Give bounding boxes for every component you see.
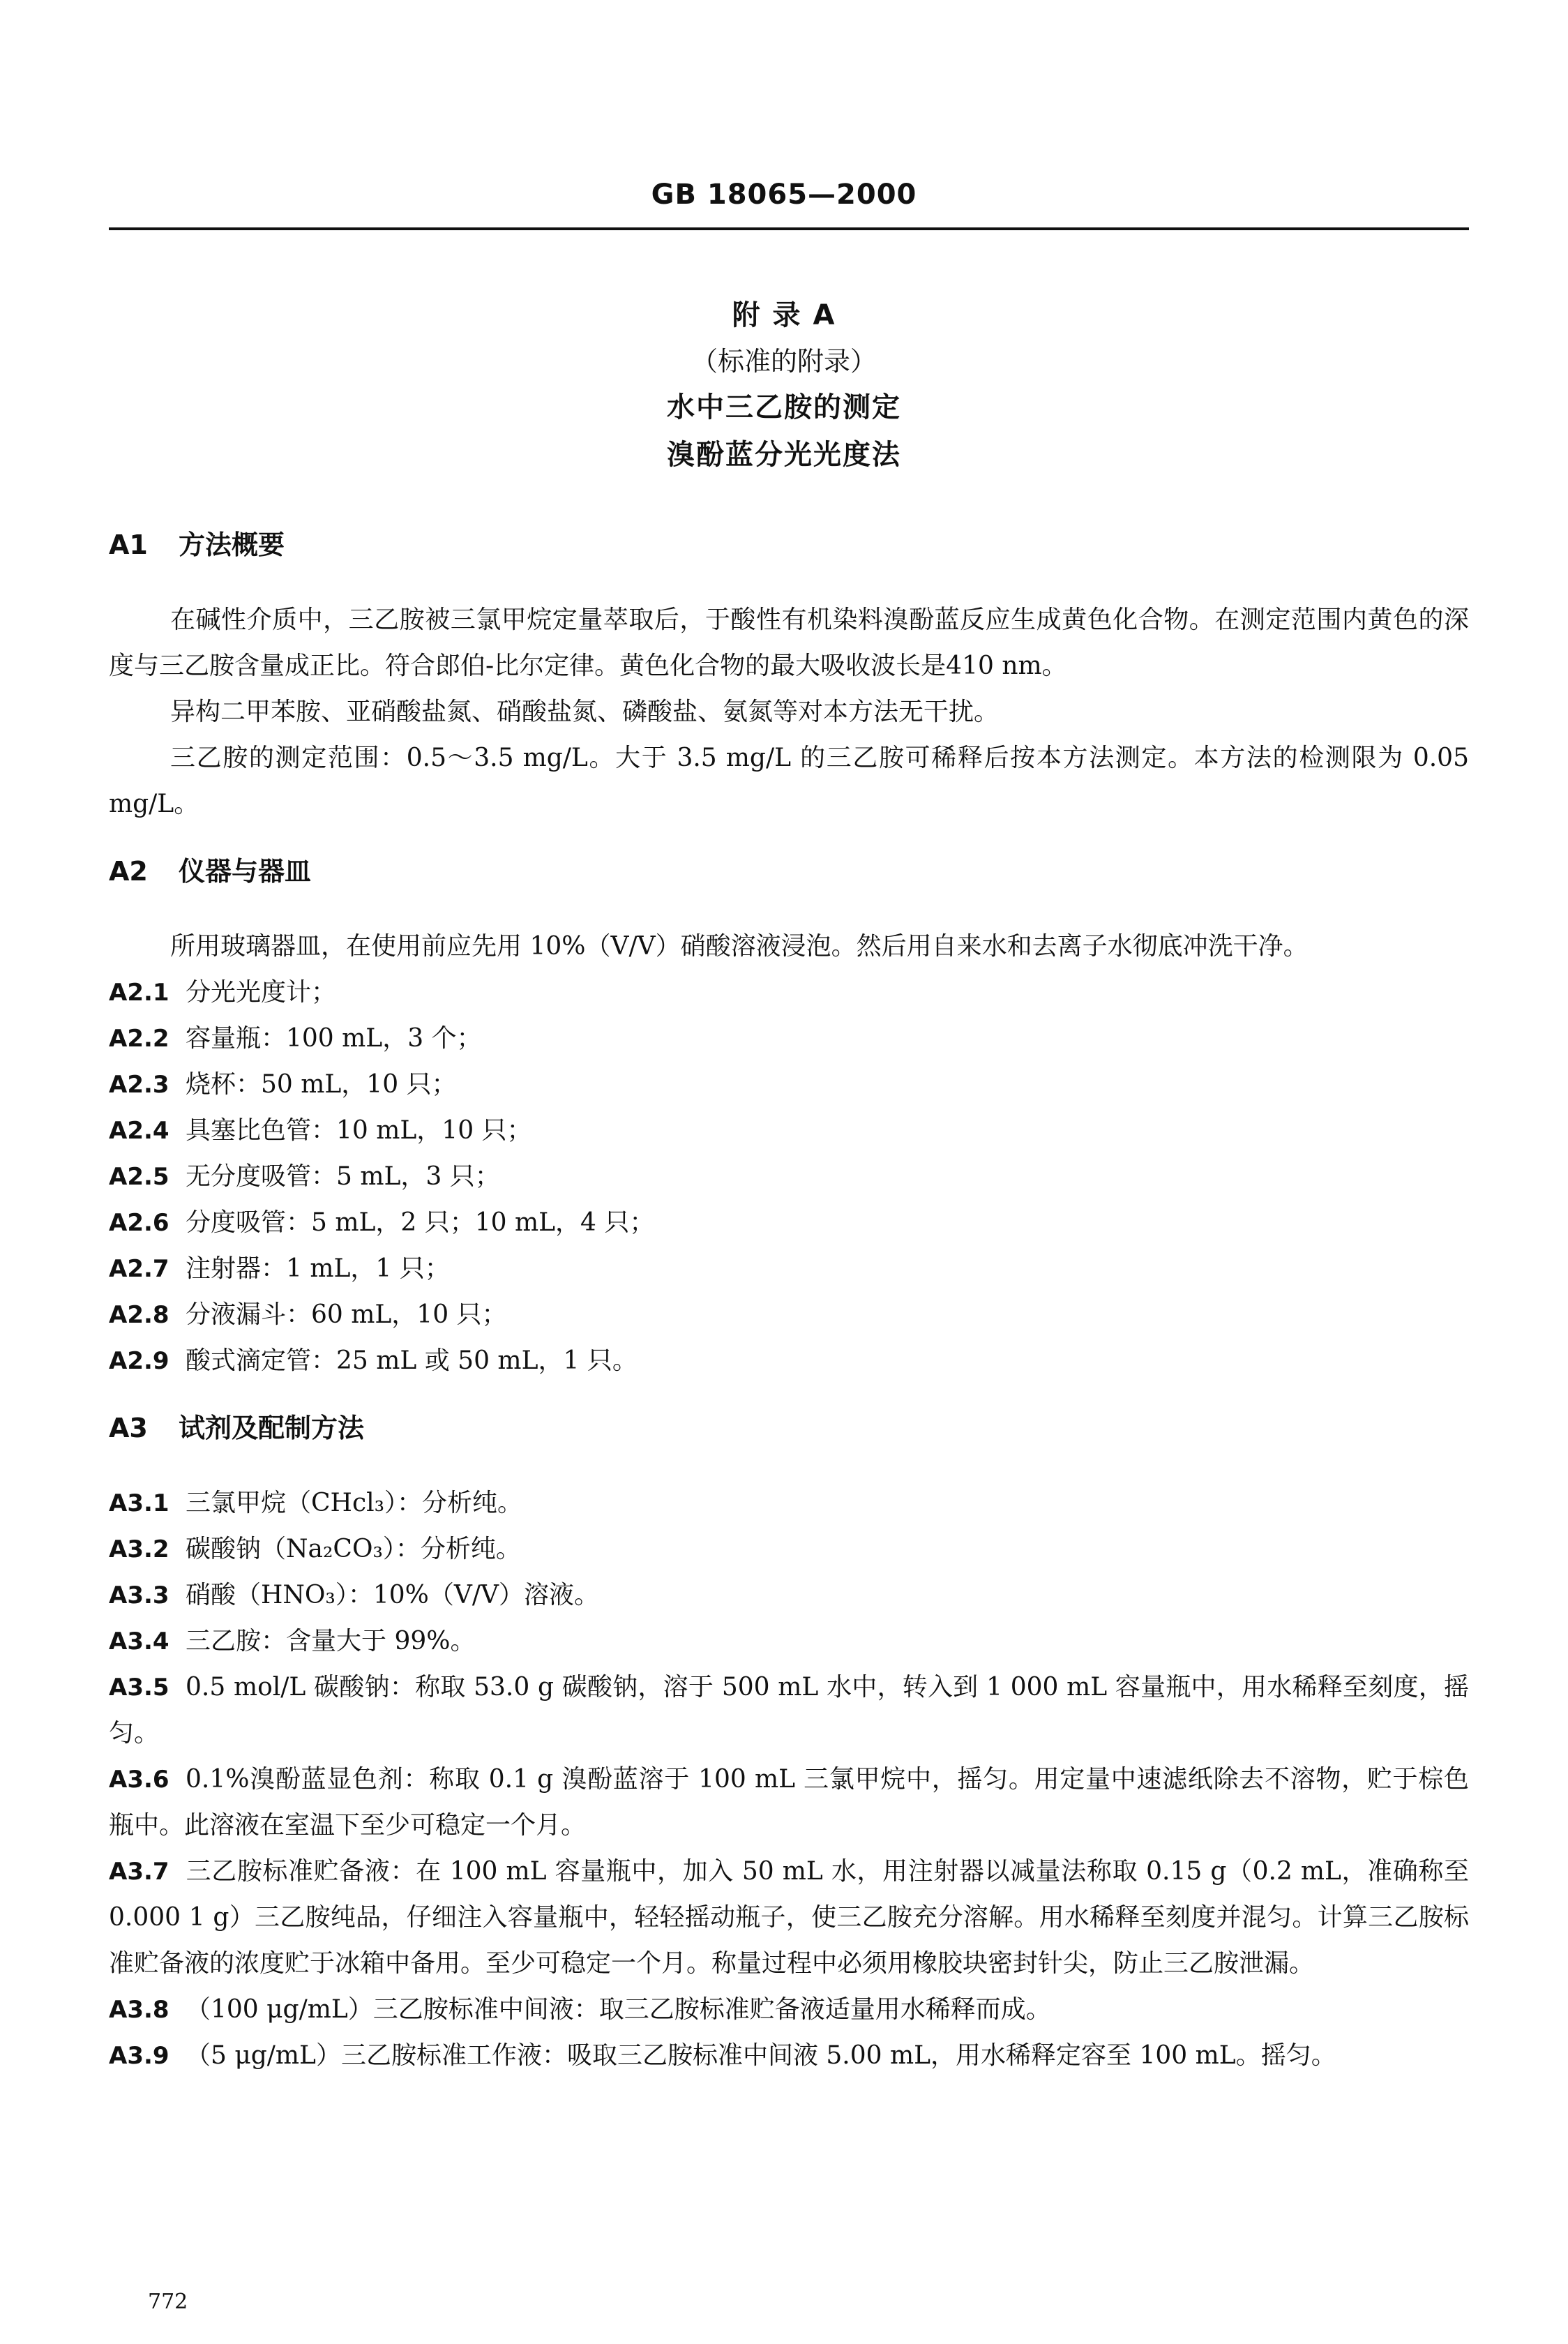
- item-number: A3.9: [109, 2042, 169, 2070]
- section-number: A2: [109, 856, 148, 887]
- item-text: 三乙胺标准贮备液：在 100 mL 容量瓶中，加入 50 mL 水，用注射器以减量法称取 0.15 g（0.2 mL，准确称至 0.000 1 g）三乙胺纯品，仔细注入容量瓶中，轻轻摇动瓶子，使三乙胺充分溶解。用水稀释至刻度并混匀。计算三乙胺标准贮备液的浓度贮于冰箱中备用。至少可稳定一个月。称量过程中必须用橡胶块密封针尖，防止三乙胺泄漏。: [109, 1857, 1469, 1978]
- item-text: （5 μg/mL）三乙胺标准工作液：吸取三乙胺标准中间液 5.00 mL，用水稀释定容至 100 mL。摇匀。: [186, 2041, 1336, 2070]
- list-item: [109, 1016, 1469, 1062]
- list-item: [109, 1338, 1469, 1384]
- list-item: [109, 1526, 1469, 1572]
- item-text: 分液漏斗：60 mL，10 只；: [186, 1300, 507, 1329]
- section-title: 方法概要: [179, 529, 285, 560]
- item-number: A3.7: [109, 1858, 169, 1886]
- item-text: 碳酸钠（Na₂CO₃）：分析纯。: [186, 1535, 521, 1563]
- item-number: A2.1: [109, 979, 169, 1007]
- appendix-note: （标准的附录）: [691, 346, 877, 377]
- list-item: [109, 1572, 1469, 1618]
- item-number: A2.9: [109, 1347, 169, 1375]
- item-text: 烧杯：50 mL，10 只；: [186, 1070, 457, 1099]
- item-text: 0.5 mol/L 碳酸钠：称取 53.0 g 碳酸钠，溶于 500 mL 水中，转入到 1 000 mL 容量瓶中，用水稀释至刻度，摇匀。: [109, 1673, 1469, 1748]
- list-item: [109, 1849, 1469, 1987]
- item-text: 0.1%溴酚蓝显色剂：称取 0.1 g 溴酚蓝溶于 100 mL 三氯甲烷中，摇匀。用定量中速滤纸除去不溶物，贮于棕色瓶中。此溶液在室温下至少可稳定一个月。: [109, 1765, 1469, 1840]
- item-text: （100 μg/mL）三乙胺标准中间液：取三乙胺标准贮备液适量用水稀释而成。: [186, 1995, 1051, 2024]
- item-text: 分光光度计；: [186, 978, 337, 1007]
- section-heading-a1: [109, 525, 1469, 565]
- item-text: 酸式滴定管：25 mL 或 50 mL，1 只。: [186, 1346, 638, 1375]
- section-spacer: [109, 1384, 1469, 1408]
- section-heading-a2: [109, 851, 1469, 892]
- list-item: [109, 1757, 1469, 1849]
- item-number: A2.8: [109, 1301, 169, 1329]
- item-text: 分度吸管：5 mL，2 只；10 mL，4 只；: [186, 1208, 655, 1237]
- list-item: [109, 1062, 1469, 1108]
- item-number: A3.2: [109, 1535, 169, 1563]
- paragraph: 异构二甲苯胺、亚硝酸盐氮、硝酸盐氮、磷酸盐、氨氮等对本方法无干扰。: [170, 698, 1000, 726]
- item-number: A3.5: [109, 1674, 169, 1701]
- paragraph: 三乙胺的测定范围：0.5～3.5 mg/L。大于 3.5 mg/L 的三乙胺可稀释后按本方法测定。本方法的检测限为 0.05 mg/L。: [109, 744, 1469, 818]
- item-number: A2.2: [109, 1025, 169, 1053]
- item-text: 三氯甲烷（CHcl₃）：分析纯。: [186, 1489, 523, 1517]
- item-text: 三乙胺：含量大于 99%。: [186, 1627, 476, 1655]
- standard-code: GB 18065—2000: [651, 179, 917, 211]
- item-text: 无分度吸管：5 mL，3 只；: [186, 1162, 500, 1191]
- item-number: A2.3: [109, 1071, 169, 1099]
- section-number: A3: [109, 1413, 148, 1443]
- item-number: A3.8: [109, 1996, 169, 2024]
- section-title: 仪器与器皿: [179, 856, 312, 887]
- item-number: A3.1: [109, 1489, 169, 1517]
- section-number: A1: [109, 529, 148, 560]
- item-number: A2.7: [109, 1255, 169, 1283]
- list-item: [109, 1246, 1469, 1292]
- item-number: A3.3: [109, 1582, 169, 1609]
- list-item: [109, 2033, 1469, 2079]
- header-divider: [109, 227, 1469, 230]
- appendix-label: 附 录 A: [732, 299, 836, 331]
- document-title: 水中三乙胺的测定: [667, 391, 901, 423]
- page-number: 772: [148, 2290, 188, 2314]
- list-item: [109, 1480, 1469, 1526]
- item-number: A3.4: [109, 1628, 169, 1655]
- list-item: [109, 1987, 1469, 2033]
- item-number: A2.5: [109, 1163, 169, 1191]
- main-content: [109, 525, 1469, 2079]
- list-item: [109, 1665, 1469, 1757]
- appendix-title-block: [0, 292, 1568, 479]
- item-text: 容量瓶：100 mL，3 个；: [186, 1024, 482, 1053]
- list-item: [109, 1292, 1469, 1338]
- item-number: A2.6: [109, 1209, 169, 1237]
- list-item: [109, 1618, 1469, 1665]
- list-item: [109, 1108, 1469, 1154]
- list-item: [109, 1200, 1469, 1246]
- item-text: 硝酸（HNO₃）：10%（V/V）溶液。: [186, 1581, 599, 1609]
- section-title: 试剂及配制方法: [179, 1413, 365, 1443]
- paragraph: 所用玻璃器皿，在使用前应先用 10%（V/V）硝酸溶液浸泡。然后用自来水和去离子水彻底冲洗干净。: [170, 932, 1309, 961]
- item-text: 注射器：1 mL，1 只；: [186, 1254, 450, 1283]
- list-item: [109, 970, 1469, 1016]
- section-heading-a3: [109, 1408, 1469, 1448]
- list-item: [109, 1154, 1469, 1200]
- item-number: A3.6: [109, 1766, 169, 1794]
- item-number: A2.4: [109, 1117, 169, 1145]
- paragraph: 在碱性介质中，三乙胺被三氯甲烷定量萃取后，于酸性有机染料溴酚蓝反应生成黄色化合物。在测定范围内黄色的深度与三乙胺含量成正比。符合郎伯-比尔定律。黄色化合物的最大吸收波长是410 nm。: [109, 606, 1469, 680]
- method-title: 溴酚蓝分光光度法: [667, 439, 901, 471]
- item-text: 具塞比色管：10 mL，10 只；: [186, 1116, 532, 1145]
